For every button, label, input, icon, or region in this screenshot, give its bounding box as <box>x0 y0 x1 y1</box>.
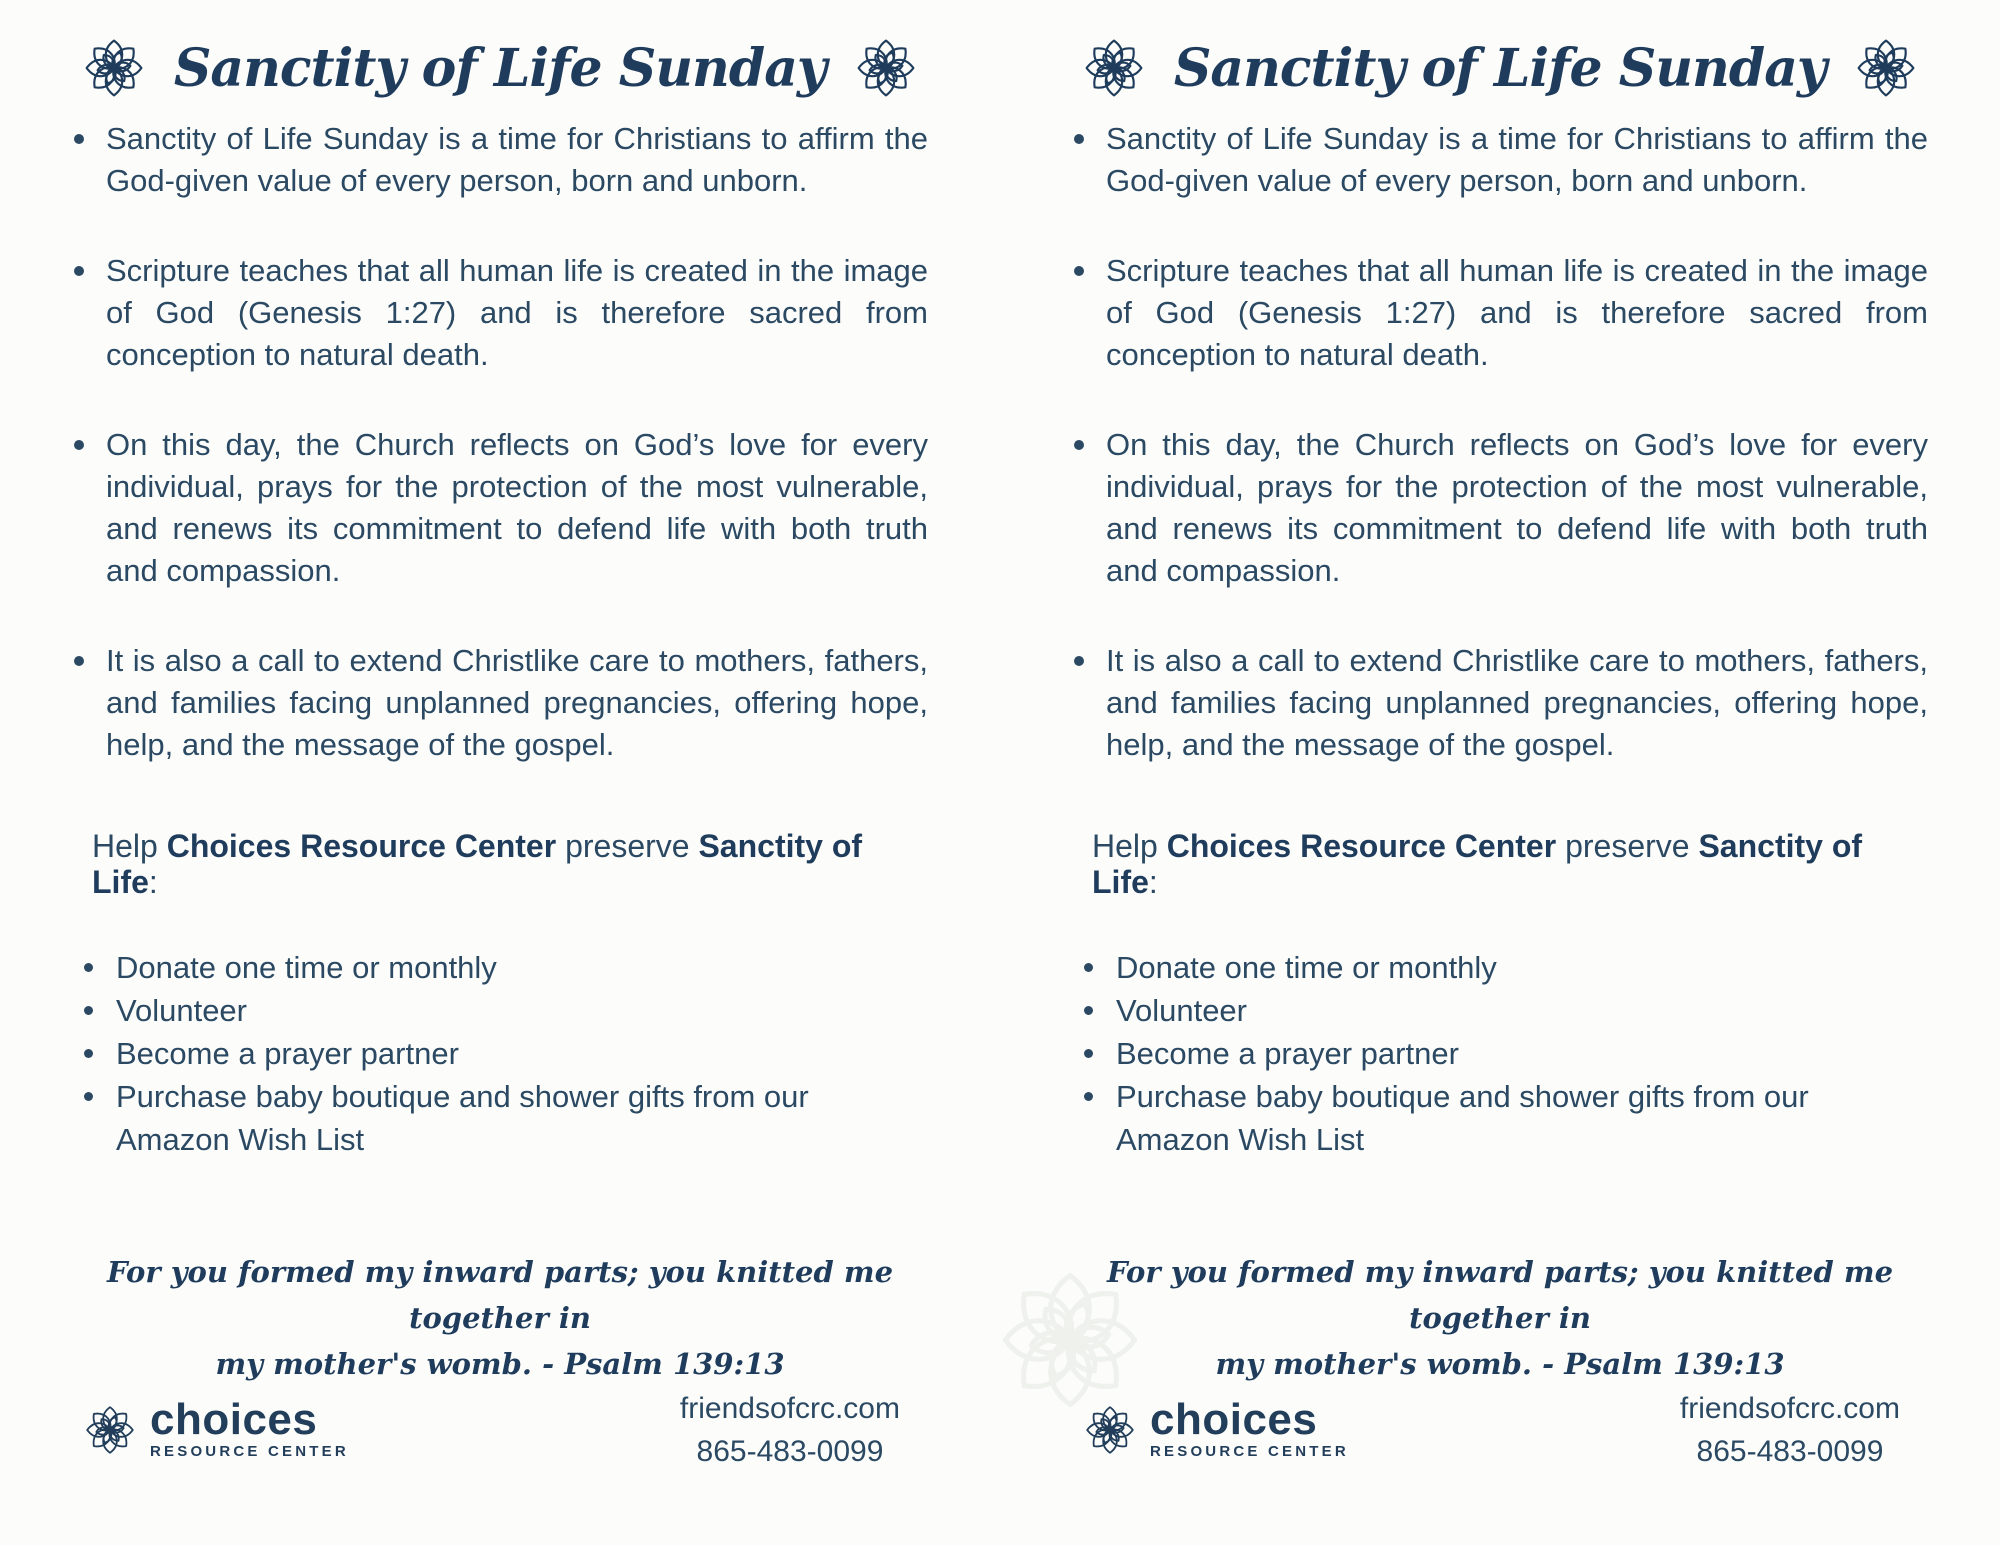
website: friendsofcrc.com <box>679 1392 900 1425</box>
action-item: Become a prayer partner <box>80 1032 928 1075</box>
verse-line: my mother's womb. - Psalm 139:13 <box>215 1347 785 1381</box>
action-item: Volunteer <box>80 989 928 1032</box>
org-logo <box>80 1395 349 1460</box>
action-item: Donate one time or monthly <box>1080 946 1928 989</box>
page-title: Sanctity of Life Sunday <box>173 37 827 99</box>
help-line-suffix: : <box>148 864 158 900</box>
help-line <box>72 828 928 900</box>
panel-header <box>1000 30 2000 106</box>
org-name: Choices Resource Center <box>1166 828 1557 864</box>
bullet-item: Scripture teaches that all human life is created in the image of God (Genesis 1:27) and is therefore sacred from conception to natural death. <box>1072 250 1928 376</box>
flower-icon <box>78 32 150 104</box>
phone-number: 865-483-0099 <box>696 1435 884 1468</box>
action-list <box>80 946 928 1161</box>
help-line-middle: preserve <box>556 828 699 864</box>
bullet-item: Sanctity of Life Sunday is a time for Christians to affirm the God-given value of every person, born and unborn. <box>1072 118 1928 202</box>
action-item: Volunteer <box>1080 989 1928 1032</box>
logo-subtitle: RESOURCE CENTER <box>150 1443 349 1460</box>
bullet-item: It is also a call to extend Christlike care to mothers, fathers, and families facing unplanned pregnancies, offering hope, help, and the message of the gospel. <box>1072 640 1928 766</box>
action-item: Purchase baby boutique and shower gifts from our Amazon Wish List <box>1080 1075 1928 1161</box>
action-item: Become a prayer partner <box>1080 1032 1928 1075</box>
verse-line: my mother's womb. - Psalm 139:13 <box>1215 1347 1785 1381</box>
contact-info <box>680 1387 900 1473</box>
action-item: Purchase baby boutique and shower gifts from our Amazon Wish List <box>80 1075 928 1161</box>
logo-name: choices <box>1150 1395 1318 1444</box>
flower-icon <box>80 1400 140 1460</box>
logo-text <box>150 1395 349 1460</box>
contact-info <box>1680 1387 1900 1473</box>
scripture-verse <box>40 1249 960 1387</box>
logo-subtitle: RESOURCE CENTER <box>1150 1443 1349 1460</box>
bullet-list <box>72 118 928 766</box>
org-name: Choices Resource Center <box>166 828 557 864</box>
logo-name: choices <box>150 1395 318 1444</box>
bullet-list <box>1072 118 1928 766</box>
logo-text <box>1150 1395 1349 1460</box>
event-name: Sanctity of Life <box>92 828 863 900</box>
event-name: Sanctity of Life <box>1092 828 1863 900</box>
bullet-item: On this day, the Church reflects on God’s love for every individual, prays for the protection of the most vulnerable, and renews its commitment to defend life with both truth and compassion. <box>72 424 928 592</box>
panel-footer <box>0 1387 1000 1545</box>
bullet-item: Scripture teaches that all human life is created in the image of God (Genesis 1:27) and is therefore sacred from conception to natural death. <box>72 250 928 376</box>
panel-header <box>0 30 1000 106</box>
bullet-item: Sanctity of Life Sunday is a time for Christians to affirm the God-given value of every person, born and unborn. <box>72 118 928 202</box>
help-line-middle: preserve <box>1556 828 1699 864</box>
help-line-prefix: Help <box>1092 828 1167 864</box>
flower-icon <box>850 32 922 104</box>
page-title: Sanctity of Life Sunday <box>1173 37 1827 99</box>
help-line-prefix: Help <box>92 828 167 864</box>
verse-line: For you formed my inward parts; you knitted me together in <box>106 1255 894 1335</box>
flower-icon <box>1850 32 1922 104</box>
bullet-item: It is also a call to extend Christlike care to mothers, fathers, and families facing unplanned pregnancies, offering hope, help, and the message of the gospel. <box>72 640 928 766</box>
verse-line: For you formed my inward parts; you knitted me together in <box>1106 1255 1894 1335</box>
help-line-suffix: : <box>1148 864 1158 900</box>
website: friendsofcrc.com <box>1679 1392 1900 1425</box>
help-line <box>1072 828 1928 900</box>
phone-number: 865-483-0099 <box>1696 1435 1884 1468</box>
action-list <box>1080 946 1928 1161</box>
flower-icon <box>1078 32 1150 104</box>
bullet-item: On this day, the Church reflects on God’s love for every individual, prays for the protection of the most vulnerable, and renews its commitment to defend life with both truth and compassion. <box>1072 424 1928 592</box>
action-item: Donate one time or monthly <box>80 946 928 989</box>
scripture-verse <box>1040 1249 1960 1387</box>
flower-icon <box>985 1255 1155 1425</box>
